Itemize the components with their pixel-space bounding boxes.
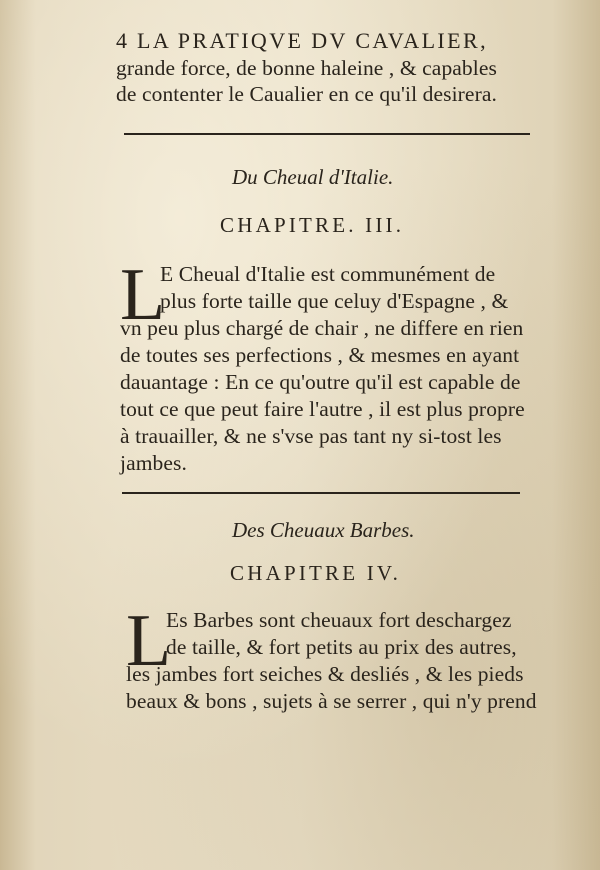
text-line: grande force, de bonne haleine , & capables [116,56,497,80]
section-rule [122,492,520,494]
text-line: tout ce que peut faire l'autre , il est plus propre [120,397,525,421]
chapter-heading: CHAPITRE IV. [230,561,402,585]
text-line: dauantage : En ce qu'outre qu'il est capable de [120,370,521,394]
page-number: 4 [116,28,127,53]
section-title: Du Cheual d'Italie. [232,165,394,189]
running-head [116,28,488,54]
drop-capital: L [120,254,166,336]
text-line: à trauailler, & ne s'vse pas tant ny si-tost les [120,424,502,448]
section-title: Des Cheuaux Barbes. [232,518,415,542]
text-line: vn peu plus chargé de chair , ne differe en rien [120,316,524,340]
text-line: beaux & bons , sujets à se serrer , qui n'y prend [126,689,537,713]
section-rule [124,133,530,135]
text-line: jambes. [120,451,187,475]
text-line: les jambes fort seiches & desliés , & les pieds [126,662,524,686]
running-title: LA PRATIQVE DV CAVALIER, [137,28,488,53]
text-line: de toutes ses perfections , & mesmes en ayant [120,343,520,367]
text-line: de taille, & fort petits au prix des autres, [166,635,517,659]
text-line: E Cheual d'Italie est communément de [160,262,496,286]
text-line: Es Barbes sont cheuaux fort deschargez [166,608,512,632]
chapter-heading: CHAPITRE. III. [220,213,405,237]
text-line: de contenter le Caualier en ce qu'il desirera. [116,82,497,106]
drop-capital: L [126,600,172,682]
text-line: plus forte taille que celuy d'Espagne , & [160,289,509,313]
